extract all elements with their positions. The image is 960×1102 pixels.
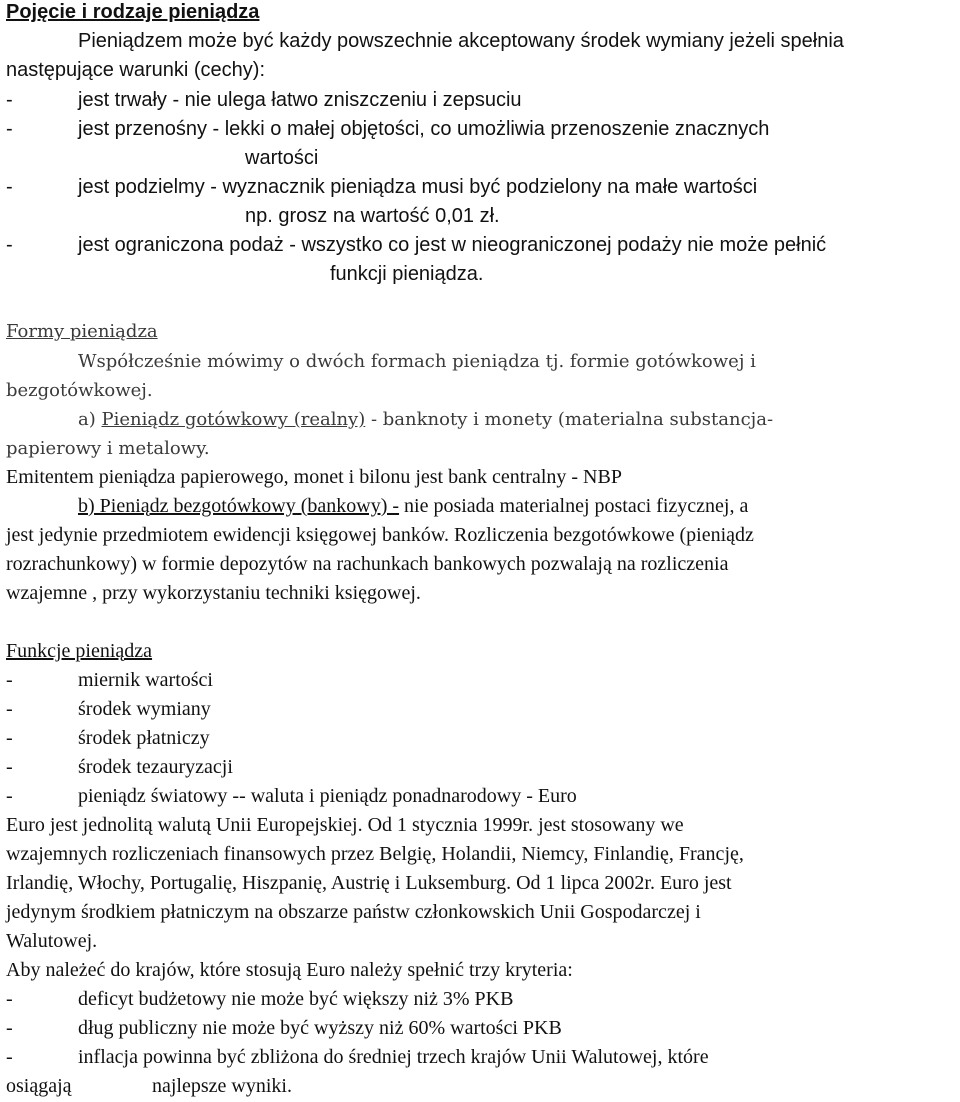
list-dash: -: [6, 118, 13, 140]
list-dash: -: [6, 89, 13, 111]
euro-paragraph-line-3: Irlandię, Włochy, Portugalię, Hiszpanię, Austrię i Luksemburg. Od 1 lipca 2002r. Euro jest: [6, 872, 732, 894]
list-dash: -: [6, 234, 13, 256]
list-dash: -: [6, 988, 13, 1010]
function-item: środek tezauryzacji: [78, 756, 233, 778]
function-item: pieniądz światowy -- waluta i pieniądz ponadnarodowy - Euro: [78, 785, 577, 807]
euro-paragraph-line-2: wzajemnych rozliczeniach finansowych przez Belgię, Holandii, Niemcy, Finlandię, Francję,: [6, 843, 744, 865]
emitter-line: Emitentem pieniądza papierowego, monet i bilonu jest bank centralny - NBP: [6, 466, 622, 488]
intro-line-2: następujące warunki (cechy):: [6, 59, 266, 81]
list-item: jest przenośny - lekki o małej objętości, co umożliwia przenoszenie znacznych: [78, 118, 770, 140]
euro-paragraph-line-4: jedynym środkiem płatniczym na obszarze państw członkowskich Unii Gospodarczej i: [6, 901, 701, 923]
euro-paragraph-line-5: Walutowej.: [6, 930, 98, 952]
section-title-funkcje: Funkcje pieniądza: [6, 640, 153, 662]
function-item: środek wymiany: [78, 698, 211, 720]
formy-paragraph-1: Współcześnie mówimy o dwóch formach pieniądza tj. formie gotówkowej i: [78, 351, 756, 372]
criteria-intro: Aby należeć do krajów, które stosują Euro należy spełnić trzy kryteria:: [6, 959, 573, 981]
criterion-continuation-b: najlepsze wyniki.: [152, 1075, 292, 1097]
list-dash: -: [6, 1046, 13, 1068]
form-b-line: [78, 492, 748, 520]
list-dash: -: [6, 785, 13, 807]
list-dash: -: [6, 1017, 13, 1039]
euro-paragraph-line-1: Euro jest jednolitą walutą Unii Europejskiej. Od 1 stycznia 1999r. jest stosowany we: [6, 814, 684, 836]
form-a-line: [78, 406, 773, 434]
list-dash: -: [6, 669, 13, 691]
formy-paragraph-2: bezgotówkowej.: [6, 380, 153, 401]
list-item: jest ograniczona podaż - wszystko co jest w nieograniczonej podaży nie może pełnić: [78, 234, 827, 256]
section-title-formy: Formy pieniądza: [6, 321, 158, 342]
section-title-pojecie: Pojęcie i rodzaje pieniądza: [6, 1, 260, 23]
intro-line-1: Pieniądzem może być każdy powszechnie akceptowany środek wymiany jeżeli spełnia: [78, 30, 844, 52]
list-dash: -: [6, 176, 13, 198]
form-a-prefix: a): [78, 409, 102, 430]
form-a-description: - banknoty i monety (materialna substancja-: [365, 409, 774, 430]
form-b-term: b) Pieniądz bezgotówkowy (bankowy) -: [78, 495, 400, 517]
list-item-continuation: funkcji pieniądza.: [330, 263, 484, 285]
list-item-continuation: wartości: [245, 147, 319, 169]
list-dash: -: [6, 698, 13, 720]
form-a-continuation: papierowy i metalowy.: [6, 438, 210, 459]
criterion-item: dług publiczny nie może być wyższy niż 60% wartości PKB: [78, 1017, 562, 1039]
criterion-item: inflacja powinna być zbliżona do średniej trzech krajów Unii Walutowej, które: [78, 1046, 709, 1068]
criterion-continuation-a: osiągają: [6, 1075, 72, 1097]
form-b-line-4: wzajemne , przy wykorzystaniu techniki księgowej.: [6, 582, 421, 604]
form-b-line-3: rozrachunkowy) w formie depozytów na rachunkach bankowych pozwalają na rozliczenia: [6, 553, 729, 575]
form-b-description: nie posiada materialnej postaci fizycznej, a: [399, 495, 749, 517]
list-item-continuation: np. grosz na wartość 0,01 zł.: [245, 205, 500, 227]
criterion-item: deficyt budżetowy nie może być większy niż 3% PKB: [78, 988, 514, 1010]
function-item: miernik wartości: [78, 669, 213, 691]
list-dash: -: [6, 756, 13, 778]
form-b-line-2: jest jedynie przedmiotem ewidencji księgowej banków. Rozliczenia bezgotówkowe (pieniądz: [6, 524, 754, 546]
list-item: jest podzielmy - wyznacznik pieniądza musi być podzielony na małe wartości: [78, 176, 758, 198]
list-dash: -: [6, 727, 13, 749]
function-item: środek płatniczy: [78, 727, 210, 749]
list-item: jest trwały - nie ulega łatwo zniszczeniu i zepsuciu: [78, 89, 522, 111]
form-a-term: Pieniądz gotówkowy (realny): [101, 409, 366, 430]
